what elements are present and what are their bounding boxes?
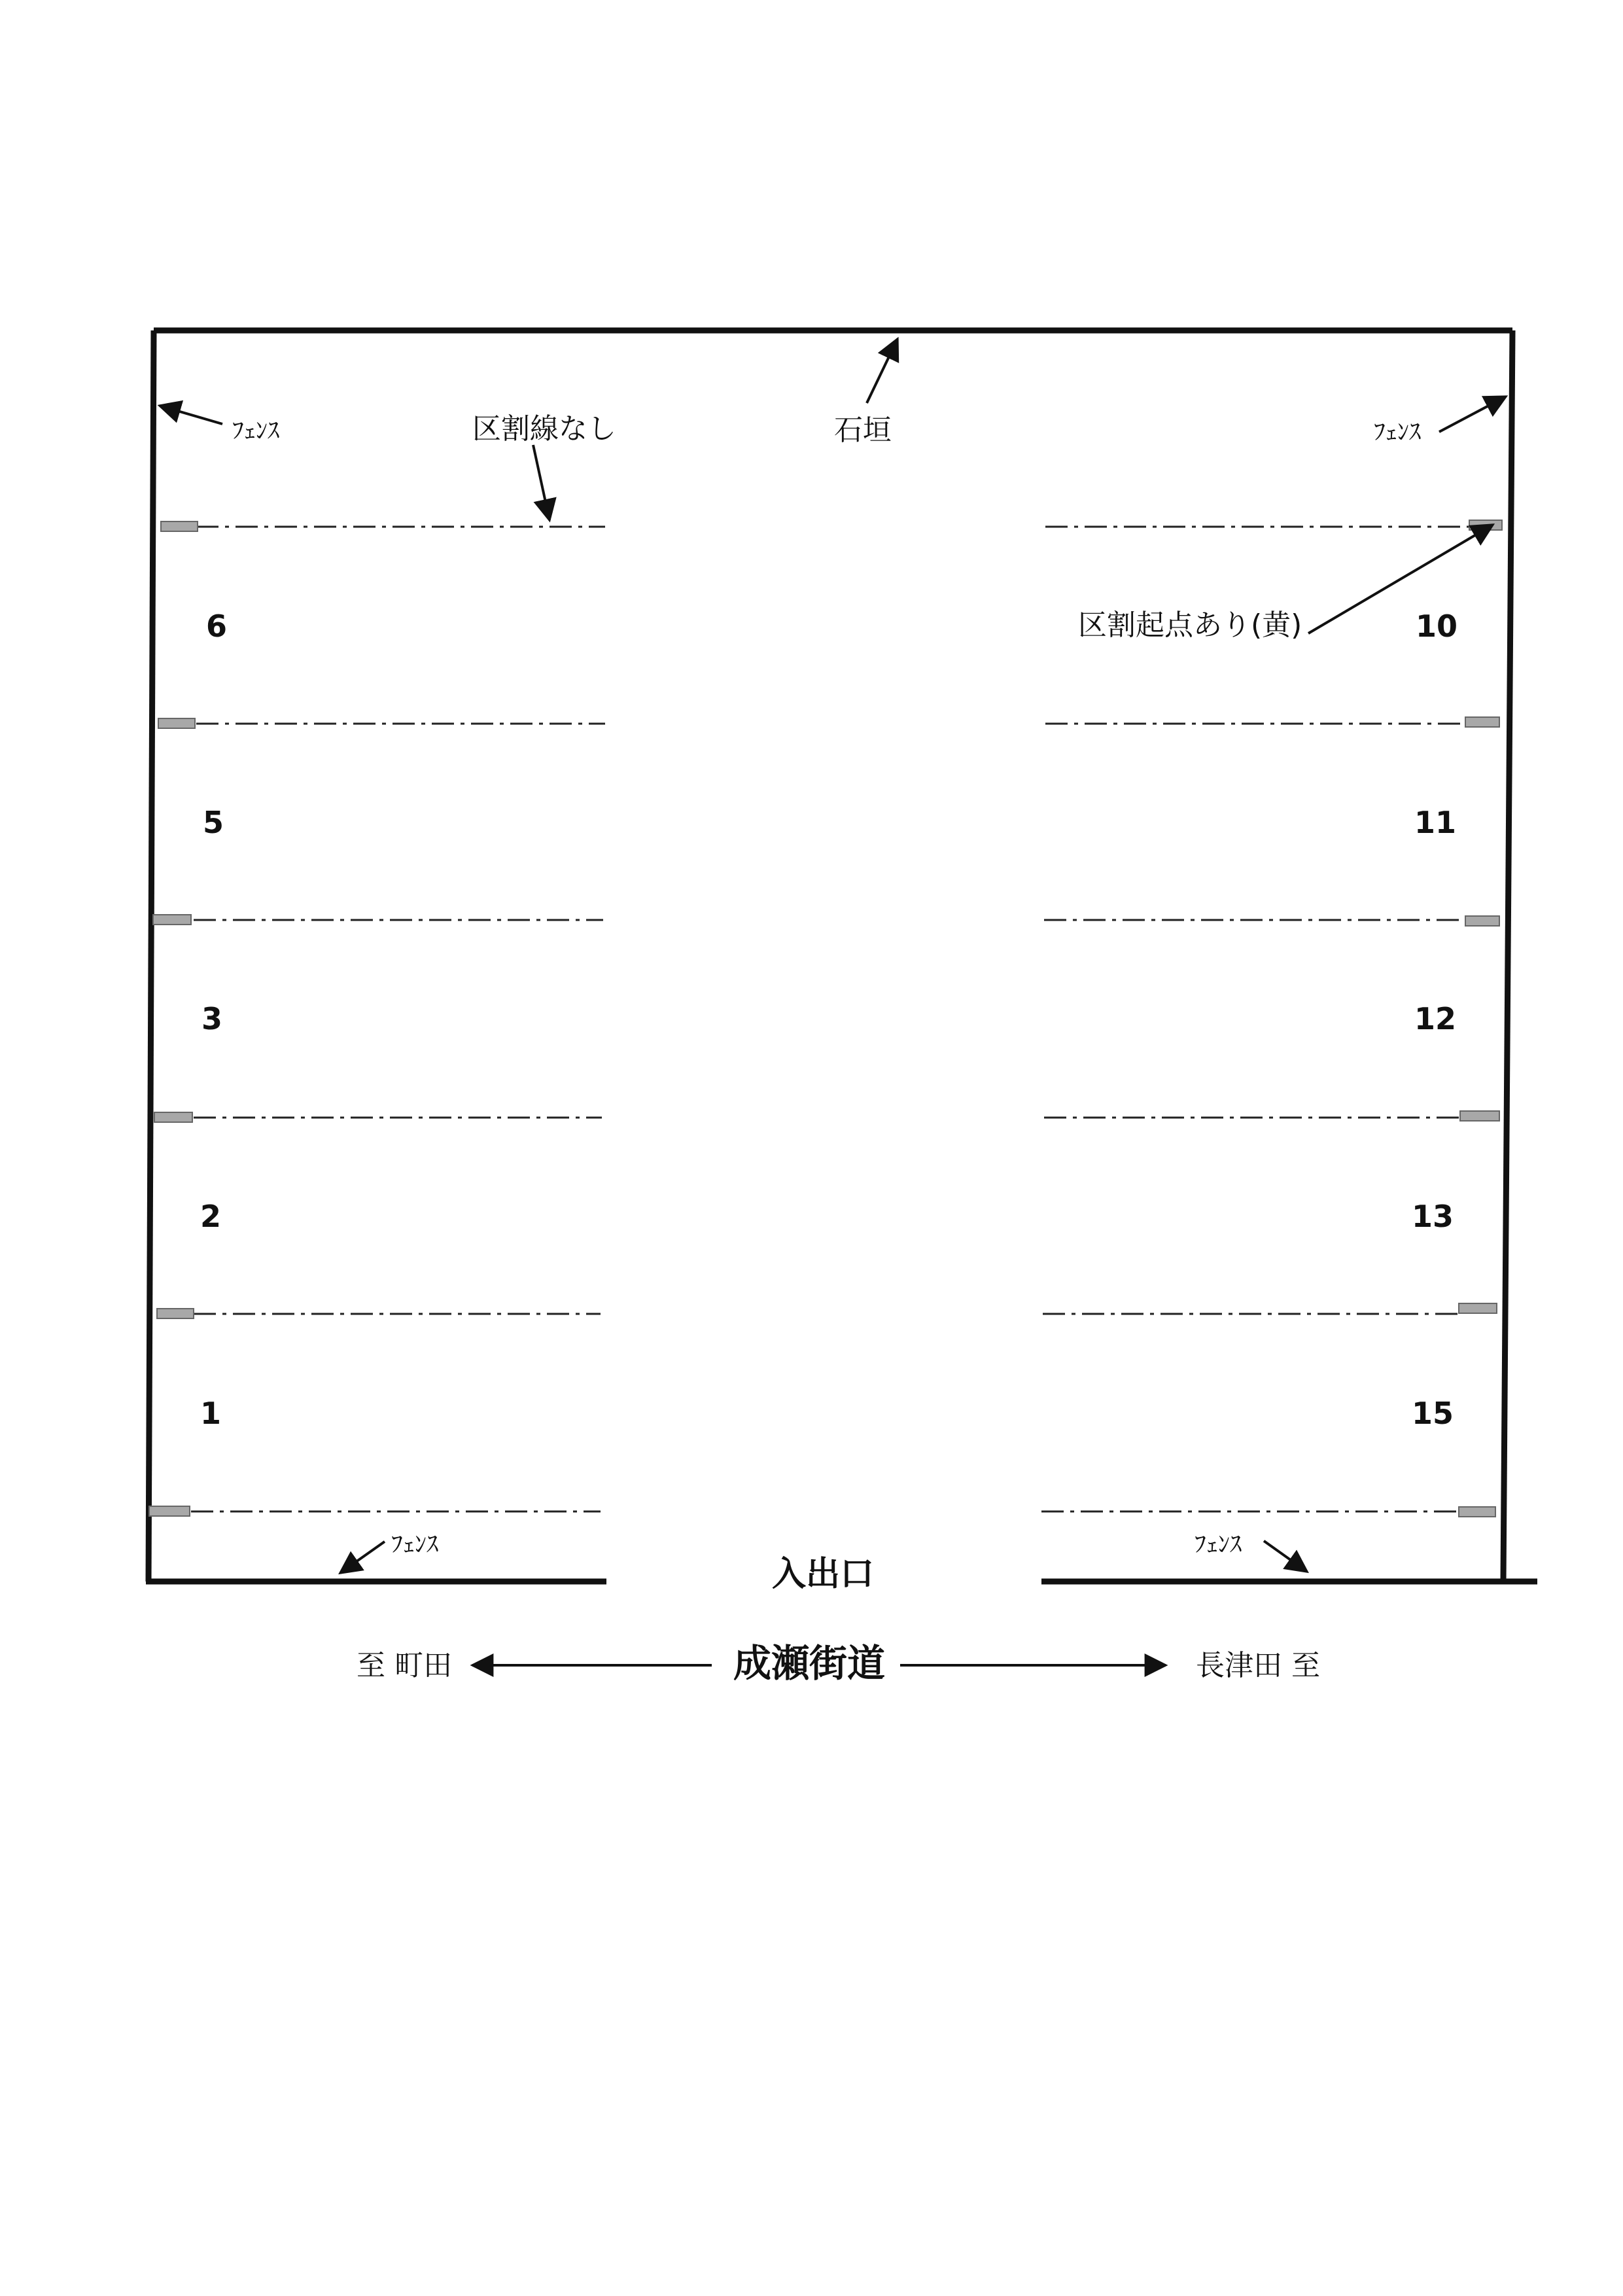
fence-label-top-left: ﾌｪﾝｽ bbox=[232, 417, 279, 444]
marker-block bbox=[1459, 1507, 1495, 1517]
space-number: 5 bbox=[203, 805, 224, 840]
marker-block bbox=[1465, 717, 1499, 727]
right-space-numbers bbox=[1412, 609, 1457, 1431]
left-fence-line bbox=[148, 330, 154, 1581]
space-number: 3 bbox=[201, 1001, 223, 1036]
arrow-no-division-line bbox=[533, 445, 550, 520]
marker-block bbox=[158, 718, 195, 728]
marker-block bbox=[157, 1309, 194, 1318]
stone-wall-label: 石垣 bbox=[834, 414, 892, 447]
entrance-label: 入出口 bbox=[771, 1555, 875, 1594]
to-machida-label: 至 町田 bbox=[357, 1649, 452, 1682]
division-start-markers bbox=[149, 520, 1502, 1517]
marker-block bbox=[1465, 916, 1499, 926]
arrow-fence-top-right bbox=[1439, 397, 1506, 432]
marker-block bbox=[161, 521, 198, 531]
marker-block bbox=[1459, 1303, 1497, 1313]
arrow-stone-wall bbox=[867, 339, 898, 403]
space-number: 1 bbox=[200, 1396, 222, 1431]
right-division-lines bbox=[1041, 527, 1469, 1511]
right-fence-line bbox=[1503, 330, 1512, 1581]
space-number: 2 bbox=[200, 1199, 222, 1234]
space-number: 12 bbox=[1414, 1001, 1456, 1036]
division-start-marker-label: 区割起点あり(黄) bbox=[1078, 609, 1302, 642]
to-nagatsuta-label: 長津田 至 bbox=[1196, 1649, 1320, 1682]
space-number: 11 bbox=[1414, 805, 1456, 840]
marker-block bbox=[1460, 1111, 1499, 1121]
space-number: 6 bbox=[206, 609, 228, 644]
fence-label-bottom-left: ﾌｪﾝｽ bbox=[391, 1531, 438, 1558]
space-number: 13 bbox=[1411, 1199, 1454, 1234]
lot-boundary bbox=[146, 330, 1537, 1581]
arrow-fence-bottom-left bbox=[340, 1542, 385, 1573]
arrow-fence-top-left bbox=[160, 406, 222, 424]
marker-block bbox=[149, 1506, 190, 1516]
left-division-lines bbox=[191, 527, 605, 1511]
arrow-division-start bbox=[1308, 525, 1493, 633]
space-number: 15 bbox=[1411, 1396, 1454, 1431]
annotation-arrows bbox=[160, 339, 1506, 1665]
fence-label-bottom-right: ﾌｪﾝｽ bbox=[1195, 1531, 1242, 1558]
left-space-numbers bbox=[200, 609, 227, 1431]
no-division-line-label: 区割線なし bbox=[472, 412, 616, 446]
arrow-fence-bottom-right bbox=[1264, 1541, 1307, 1572]
marker-block bbox=[153, 915, 191, 925]
space-number: 10 bbox=[1415, 609, 1457, 644]
road-name-label: 成瀬街道 bbox=[733, 1641, 886, 1686]
marker-block bbox=[154, 1112, 192, 1122]
fence-label-top-right: ﾌｪﾝｽ bbox=[1374, 419, 1421, 446]
